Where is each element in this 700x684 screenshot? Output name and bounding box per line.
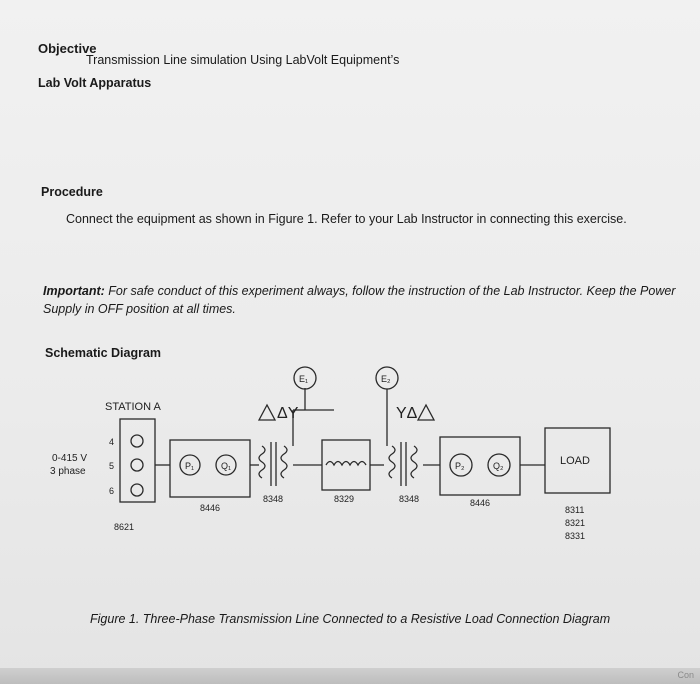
important-text: For safe conduct of this experiment always, follow the instruction of the Lab Instructor. Keep the Power Supply in OFF position at all times. — [43, 284, 676, 316]
load-code-3: 8331 — [565, 531, 586, 541]
schematic-heading: Schematic Diagram — [45, 346, 162, 360]
apparatus-heading: Lab Volt Apparatus — [38, 76, 152, 90]
meter-code-right: 8446 — [470, 498, 491, 508]
meter-q1-label: Q₁ — [221, 461, 232, 471]
xfmr-left-code: 8348 — [263, 494, 284, 504]
delta-symbol-right — [418, 405, 434, 420]
station-box — [120, 419, 155, 502]
terminal-4-label: 4 — [109, 437, 115, 447]
xfmr-left-secondary — [281, 446, 287, 478]
meter-box-left — [170, 440, 250, 497]
important-label: Important: — [43, 284, 105, 298]
terminal-5-label: 5 — [109, 461, 115, 471]
xfmr-right-label: YΔ — [396, 405, 418, 422]
footer-bar — [0, 668, 700, 684]
meter-code-left: 8446 — [200, 503, 221, 513]
supply-voltage: 0-415 V — [52, 453, 88, 464]
procedure-heading: Procedure — [41, 185, 103, 199]
terminal-6-circle — [131, 484, 143, 496]
load-label: LOAD — [560, 455, 590, 467]
terminal-4-circle — [131, 435, 143, 447]
terminal-5-circle — [131, 459, 143, 471]
footer-button[interactable]: Con — [677, 670, 694, 680]
line-inductor — [326, 462, 366, 466]
line-code: 8329 — [334, 494, 355, 504]
meter-box-right — [440, 437, 520, 495]
station-code: 8621 — [114, 522, 135, 532]
xfmr-right-code: 8348 — [399, 494, 420, 504]
station-label: STATION A — [105, 401, 161, 413]
objective-heading: Objective — [38, 41, 97, 56]
load-code-1: 8311 — [565, 505, 585, 515]
terminal-6-label: 6 — [109, 486, 115, 496]
meter-q2-label: Q₂ — [493, 461, 504, 471]
procedure-text: Connect the equipment as shown in Figure 1. Refer to your Lab Instructor in connecting this exercise. — [66, 212, 627, 226]
delta-symbol-left — [259, 405, 275, 420]
supply-phase: 3 phase — [50, 466, 86, 477]
line-box — [322, 440, 370, 490]
meter-p2-label: P₂ — [455, 461, 465, 471]
xfmr-right-secondary — [411, 446, 417, 478]
voltmeter-e1-label: E₁ — [299, 374, 309, 384]
xfmr-left-label: ΔY — [277, 405, 299, 422]
xfmr-left-primary — [259, 446, 265, 478]
figure-caption: Figure 1. Three-Phase Transmission Line Connected to a Resistive Load Connection Diagram — [90, 612, 611, 626]
meter-p1-label: P₁ — [185, 461, 195, 471]
voltmeter-e2-label: E₂ — [381, 374, 391, 384]
objective-text: Transmission Line simulation Using LabVolt Equipment’s — [86, 53, 400, 67]
load-code-2: 8321 — [565, 518, 586, 528]
xfmr-right-primary — [389, 446, 395, 478]
